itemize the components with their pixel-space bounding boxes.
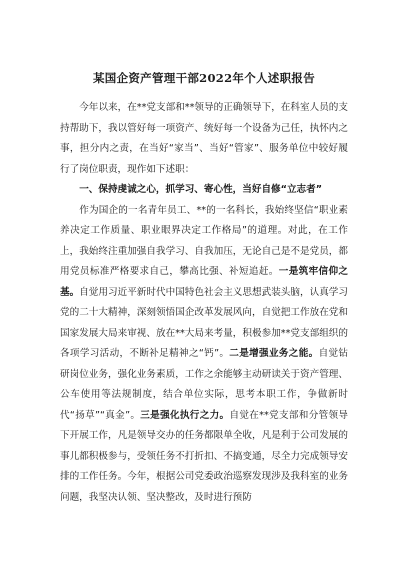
- section-heading: 一、保持虔诚之心，抓学习、寄心性，当好自修“立志者”: [79, 184, 323, 195]
- document-title: 某国企资产管理干部2022年个人述职报告: [92, 71, 315, 85]
- point-label: 二是增强业务之能。: [229, 348, 319, 359]
- intro-paragraph: 今年以来，在**党支部和**领导的正确领导下，在科室人员的支持帮助下，我以管好每一项资产、统好每一个设备为己任，执怀内之事，担分内之责，在当好“家当”、当好“管家”、服务单位中较好履行了岗位职责，现作如下述职：: [60, 102, 348, 175]
- point-label: 一是筑牢信仰之基。: [60, 266, 349, 298]
- point-label: 三是强化执行之力。: [140, 409, 230, 421]
- body-paragraph: [60, 201, 348, 509]
- point-text: 自觉在**党支部和分管领导下开展工作，凡是领导交办的任务都限单全收，凡是利于公司发展的事儿都积极参与，受领任务不打折扣、不搞变通，尽全力完成领导安排的工作任务。今年，根据公司党委政治巡察发现涉及我科室的业务问题，我坚决认领、坚决整改，及时进行预防: [60, 409, 349, 503]
- body-text: 作为国企的一名青年员工、**的一名科长，我始终坚信“职业素养决定工作质量、职业眼界决定工作格局”的道理。对此，在工作上，我始终注重加强自我学习、自我加压，无论自己是不是党员，都用党员标准严格要求自己，攀高比强、补短追赶。: [60, 204, 348, 277]
- point-text: 自觉用习近平新时代中国特色社会主义思想武装头脑，认真学习党的二十大精神，深刻领悟国企改革发展风向，自觉把工作放在党和国家发展大局来审视、放在**大局来考量，积极参加**党支部组织的各项学习活动，不断补足精神之“钙”。: [60, 286, 349, 359]
- point-text: 自觉钻研岗位业务，强化业务素质，工作之余能够主动研读关于资产管理、公车使用等法规制度，结合单位实际，思考本职工作，争做新时代“扬草”“真金”。: [60, 348, 349, 421]
